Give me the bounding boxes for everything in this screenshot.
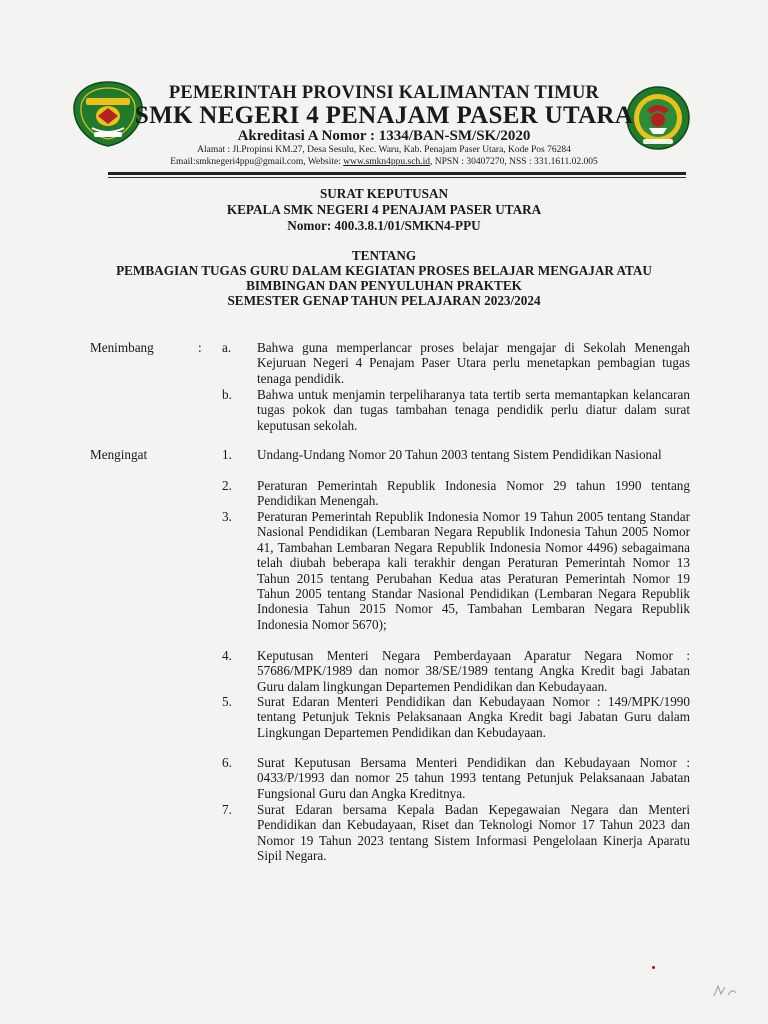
item-number: 2. (222, 478, 232, 493)
item-text: Keputusan Menteri Negara Pemberdayaan Aparatur Negara Nomor : 57686/MPK/1989 dan nomor 38/SE/1989 tentang Angka Kredit bagi Jabatan Guru dalam lingkungan Departemen Pendidikan dan Kebudayaan. (257, 648, 690, 694)
npsn-text: , NPSN : 30407270, NSS : 331.1611.02.005 (429, 157, 598, 167)
item-number: 6. (222, 755, 232, 770)
item-text: Bahwa untuk menjamin terpeliharanya tata tertib serta memantapkan kelancaran tugas pokok dan tugas tambahan tenaga pendidik perlu diatur dalam surat keputusan sekolah. (257, 387, 690, 433)
item-number: 1. (222, 447, 232, 462)
item-text: Surat Edaran bersama Kepala Badan Kepegawaian Negara dan Menteri Pendidikan dan Kebudayaan, Riset dan Teknologi Nomor 17 Tahun 2023 dan Nomor 19 Tahun 2023 tentang Sistem Informasi Pengelolaan Kinerja Aparatu Sipil Negara. (257, 802, 690, 864)
mengingat-item (222, 755, 690, 801)
item-text: Peraturan Pemerintah Republik Indonesia Nomor 29 tahun 1990 tentang Pendidikan Menengah. (257, 478, 690, 509)
item-text: Surat Edaran Menteri Pendidikan dan Kebudayaan Nomor : 149/MPK/1990 tentang Petunjuk Teknis Pelaksanaan Angka Kredit bagi Jabatan Guru dalam Lingkungan Departemen Pendidikan dan Kebudayaan. (257, 694, 690, 740)
item-text: Bahwa guna memperlancar proses belajar mengajar di Sekolah Menengah Kejuruan Negeri 4 Penajam Paser Utara perlu menetapkan pembagian tugas tenaga pendidik. (257, 340, 690, 386)
mengingat-item (222, 648, 690, 694)
school-address: Alamat : Jl.Propinsi KM.27, Desa Sesulu, Kec. Waru, Kab. Penajam Paser Utara, Kode Pos 76284 (197, 145, 571, 155)
mengingat-item (222, 478, 690, 509)
email-text: Email:smknegeri4ppu@gmail.com, Website: (170, 157, 344, 167)
item-number: 3. (222, 509, 232, 524)
letterhead-rule-thin (108, 177, 686, 178)
ink-speck (652, 966, 655, 969)
decree-about: TENTANG (351, 248, 417, 263)
school-name: SMK NEGERI 4 PENAJAM PASER UTARA (134, 102, 634, 129)
mengingat-item (222, 509, 690, 632)
menimbang-item (222, 387, 690, 433)
menimbang-label: Menimbang (90, 340, 154, 355)
item-text: Surat Keputusan Bersama Menteri Pendidikan dan Kebudayaan Nomor : 0433/P/1993 dan nomor 25 tahun 1993 tentang Petunjuk Pelaksanaan Jabatan Fungsional Guru dan Angka Kreditnya. (257, 755, 690, 801)
mengingat-label: Mengingat (90, 447, 148, 462)
item-text: Peraturan Pemerintah Republik Indonesia Nomor 19 Tahun 2005 tentang Standar Nasional Pendidikan (Lembaran Negara Republik Indonesia Tahun 2005 Nomor 41, Tambahan Lembaran Negara Republik Indonesia Nomor 4496) sebagaimana telah diubah beberapa kali terakhir dengan Peraturan Pemerintah Nomor 13 Tahun 2015 tentang Perubahan Kedua atas Peraturan Pemerintah Nomor 19 Tahun 2005 tentang Standar Nasional Pendidikan (Lembaran Negara Republik Indonesia Tahun 2015 Nomor 45, Tambahan Lembaran Negara Republik Indonesia Nomor 5670); (257, 509, 690, 632)
government-name: PEMERINTAH PROVINSI KALIMANTAN TIMUR (168, 83, 600, 103)
decree-title: SURAT KEPUTUSAN (319, 186, 449, 201)
contact-line (110, 157, 658, 167)
item-number: 7. (222, 802, 232, 817)
decree-number: Nomor: 400.3.8.1/01/SMKN4-PPU (287, 218, 481, 233)
letterhead-rule-thick (108, 172, 686, 175)
item-number: 5. (222, 694, 232, 709)
decree-subject-line1: PEMBAGIAN TUGAS GURU DALAM KEGIATAN PROSES BELAJAR MENGAJAR ATAU (116, 263, 652, 278)
website-link[interactable]: www.smkn4ppu.sch.id (343, 157, 430, 167)
decree-subject-line2: BIMBINGAN DAN PENYULUHAN PRAKTEK (246, 278, 522, 293)
menimbang-colon: : (198, 340, 202, 355)
item-text: Undang-Undang Nomor 20 Tahun 2003 tentang Sistem Pendidikan Nasional (257, 447, 662, 462)
item-number: a. (222, 340, 232, 355)
item-number: 4. (222, 648, 232, 663)
initial-mark-icon (712, 984, 742, 998)
menimbang-item (222, 340, 690, 386)
mengingat-item (222, 447, 690, 462)
item-number: b. (222, 387, 232, 402)
decree-issuer: KEPALA SMK NEGERI 4 PENAJAM PASER UTARA (226, 202, 542, 217)
decree-subject-line3: SEMESTER GENAP TAHUN PELAJARAN 2023/2024 (227, 293, 541, 308)
accreditation: Akreditasi A Nomor : 1334/BAN-SM/SK/2020 (237, 128, 531, 144)
mengingat-item (222, 802, 690, 864)
mengingat-item (222, 694, 690, 740)
